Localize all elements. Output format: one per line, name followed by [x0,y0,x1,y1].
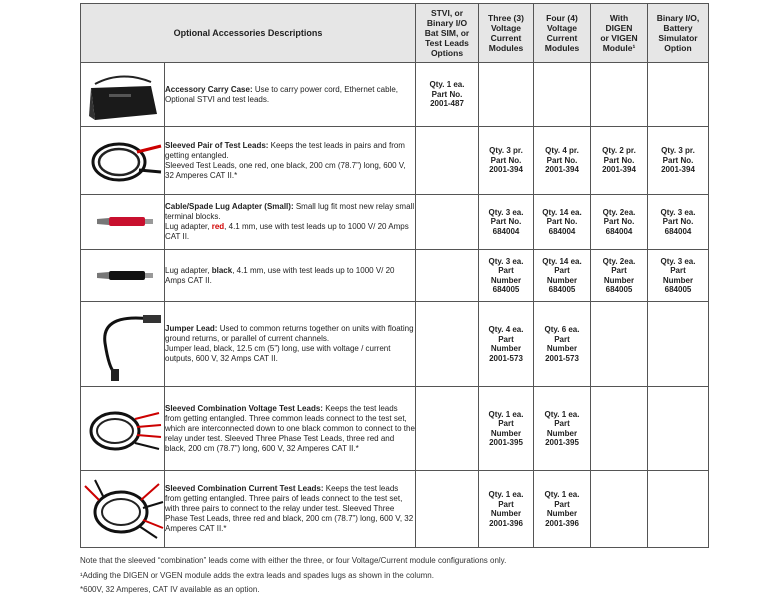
table-cell: Qty. 1 ea. Part Number 2001-396 [534,471,591,548]
footnote-combination-leads: Note that the sleeved “combination” leads come with either the three, or four Voltage/Current module configurations only. [80,556,507,565]
table-row [81,387,709,471]
carry-case-icon [81,63,165,127]
table-cell: Qty. 1 ea. Part Number 2001-395 [534,387,591,471]
table-cell [648,63,709,127]
table-cell: Qty. 4 ea. Part Number 2001-573 [479,302,534,387]
black-lug-adapter-icon [81,250,165,302]
table-cell [534,63,591,127]
table-cell [479,63,534,127]
table-cell [416,195,479,250]
header-stvi-options: STVI, or Binary I/O Bat SIM, or Test Leads Options [416,4,479,63]
header-three-modules: Three (3) Voltage Current Modules [479,4,534,63]
row-description: Sleeved Pair of Test Leads: Keeps the test leads in pairs and from getting entangled. Sleeved Test Leads, one red, one black, 200 cm (78.7”) long, 600 V, 32 Amperes CAT II.* [165,127,416,195]
table-cell: Qty. 4 pr. Part No. 2001-394 [534,127,591,195]
table-row [81,127,709,195]
table-cell: Qty. 3 ea. Part No. 684004 [648,195,709,250]
table-cell [416,250,479,302]
table-cell [416,127,479,195]
table-cell [416,302,479,387]
table-cell: Qty. 2ea. Part Number 684005 [591,250,648,302]
table-cell [591,387,648,471]
jumper-lead-icon [81,302,165,387]
voltage-combination-leads-icon [81,387,165,471]
table-cell: Qty. 3 ea. Part Number 684005 [479,250,534,302]
table-cell: Qty. 3 ea. Part No. 684004 [479,195,534,250]
table-cell: Qty. 3 pr. Part No. 2001-394 [479,127,534,195]
row-description: Cable/Spade Lug Adapter (Small): Small lug fit most new relay small terminal blocks. Lug adapter, red, 4.1 mm, use with test leads up to 1000 V/ 20 Amps CAT II. [165,195,416,250]
table-cell [648,387,709,471]
table-cell [416,471,479,548]
table-cell: Qty. 2 pr. Part No. 2001-394 [591,127,648,195]
table-cell [591,63,648,127]
row-description: Sleeved Combination Current Test Leads: Keeps the test leads from getting entangled. Three pairs of leads connect to the test set, with three pairs to connect to the relay under test. Sleeved Three Phase Test Leads, three red and black, 200 cm (78.7”) long, 600 V, 32 Amperes CAT II.* [165,471,416,548]
header-four-modules: Four (4) Voltage Current Modules [534,4,591,63]
current-combination-leads-icon [81,471,165,548]
table-cell: Qty. 1 ea. Part Number 2001-395 [479,387,534,471]
header-digen-vigen: With DIGEN or VIGEN Module¹ [591,4,648,63]
header-descriptions: Optional Accessories Descriptions [81,4,416,63]
table-row [81,471,709,548]
table-cell [648,302,709,387]
table-cell [591,302,648,387]
row-description: Lug adapter, black, 4.1 mm, use with test leads up to 1000 V/ 20 Amps CAT II. [165,250,416,302]
table-cell: Qty. 6 ea. Part Number 2001-573 [534,302,591,387]
table-cell: Qty. 3 ea. Part Number 684005 [648,250,709,302]
table-cell: Qty. 1 ea. Part No. 2001-487 [416,63,479,127]
table-cell: Qty. 1 ea. Part Number 2001-396 [479,471,534,548]
accessories-table [80,3,709,548]
test-leads-pair-icon [81,127,165,195]
table-row [81,302,709,387]
row-description: Jumper Lead: Used to common returns together on units with floating ground returns, or parallel of current channels. Jumper lead, black, 12.5 cm (5”) long, use with voltage / current outputs, 600 V, 32 Amps CAT II. [165,302,416,387]
footnote-cat-iv: *600V, 32 Amperes, CAT IV available as an option. [80,585,260,594]
table-cell: Qty. 2ea. Part No. 684004 [591,195,648,250]
row-description: Accessory Carry Case: Use to carry power cord, Ethernet cable, Optional STVI and test leads. [165,63,416,127]
table-cell [591,471,648,548]
row-description: Sleeved Combination Voltage Test Leads: Keeps the test leads from getting entangled. Three common leads connect to the test set, which are interconnected down to one black common to connect to the relay under test. Sleeved Three Phase Test Leads, three red and black, 200 cm (78.7”) long, 600 V, 32 Amperes CAT II.* [165,387,416,471]
footnote-digen-vgen: ¹Adding the DIGEN or VGEN module adds the extra leads and spades lugs as shown in the column. [80,571,434,580]
red-lug-adapter-icon [81,195,165,250]
header-row [81,4,709,63]
header-binary-io-battery: Binary I/O, Battery Simulator Option [648,4,709,63]
table-cell [416,387,479,471]
table-cell: Qty. 14 ea. Part Number 684005 [534,250,591,302]
table-cell: Qty. 3 pr. Part No. 2001-394 [648,127,709,195]
table-row [81,195,709,250]
table-cell: Qty. 14 ea. Part No. 684004 [534,195,591,250]
table-row [81,250,709,302]
table-cell [648,471,709,548]
table-row [81,63,709,127]
